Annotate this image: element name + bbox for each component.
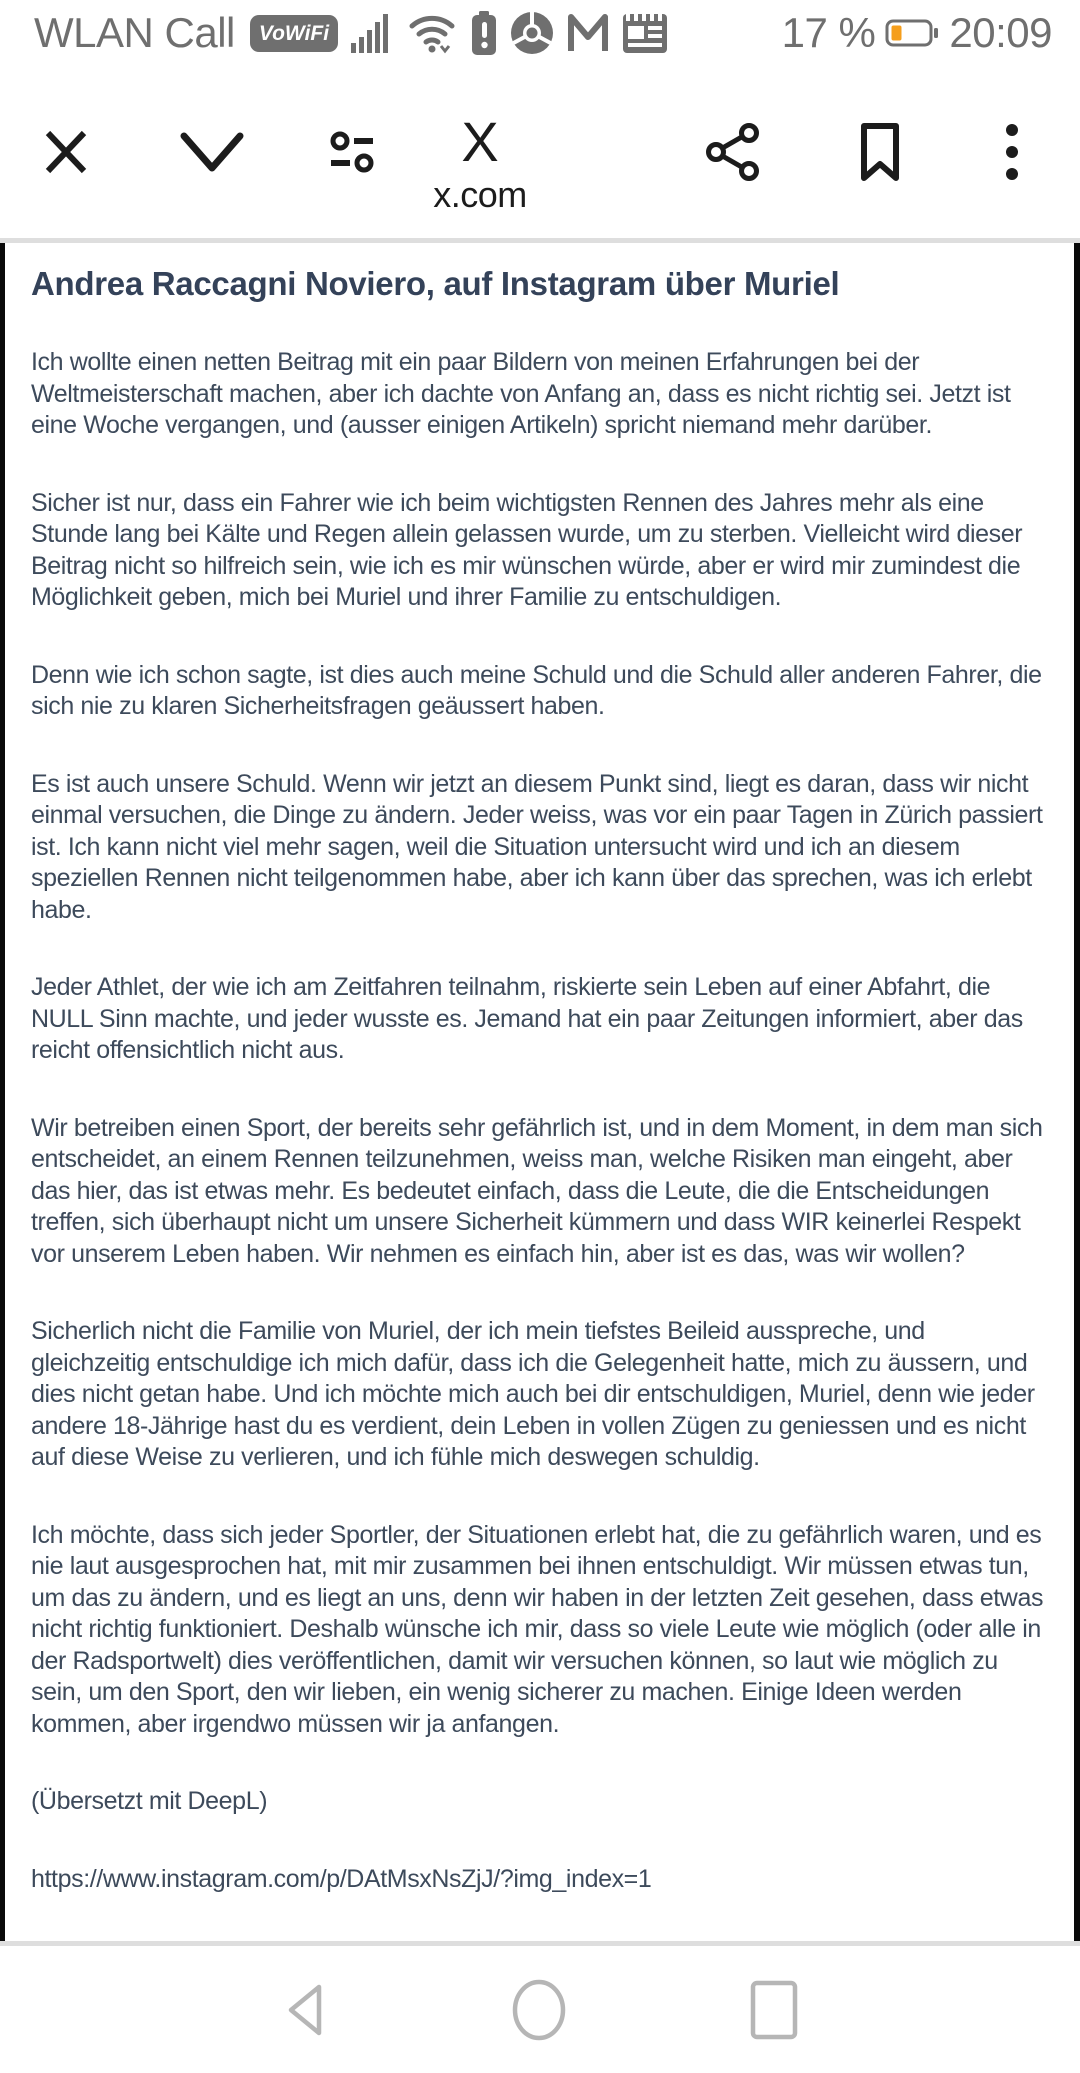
news-icon (622, 12, 668, 54)
chrome-icon (510, 11, 554, 55)
tune-icon (329, 129, 379, 175)
clock-label: 20:09 (949, 9, 1052, 56)
recents-button[interactable] (749, 1979, 799, 2041)
back-icon (281, 1981, 329, 2039)
article-title: Andrea Raccagni Noviero, auf Instagram über Muriel (31, 265, 840, 302)
status-bar-left (34, 9, 668, 57)
share-icon (706, 123, 760, 181)
reader-page (0, 243, 1080, 1941)
overflow-menu-button[interactable] (990, 66, 1034, 238)
battery-icon (885, 18, 939, 48)
overflow-menu-icon (1005, 123, 1019, 181)
signal-bars-icon (351, 13, 395, 53)
wlan-call-label: WLAN Call (34, 9, 235, 56)
back-button[interactable] (281, 1981, 329, 2039)
recents-icon (749, 1979, 799, 2041)
share-button[interactable] (698, 66, 768, 238)
article-paragraph: Wir betreiben einen Sport, der bereits sehr gefährlich ist, und in dem Moment, in dem man sich entscheidet, an einem Rennen teilzunehmen, weiss man, welche Risiken man eingeht, aber das hier, das ist etwas mehr. Es bedeutet einfach, dass die Leute, die die Entscheidungen treffen, sich überhaupt nicht um unsere Sicherheit kümmern und dass WIR keinerlei Respekt vor unserem Leben haben. Wir nehmen es einfach hin, aber ist es das, was wir wollen? (31, 1113, 1043, 1268)
article-paragraph: Denn wie ich schon sagte, ist dies auch meine Schuld und die Schuld aller anderen Fahrer, die sich nie zu klaren Sicherheitsfragen geäussert haben. (31, 660, 1042, 720)
battery-percent-label: 17 % (781, 9, 876, 56)
article-paragraph: Jeder Athlet, der wie ich am Zeitfahren teilnahm, riskierte sein Leben auf einer Abfahrt, die NULL Sinn machte, und jeder wusste es. Jemand hat ein paar Zeitungen informiert, aber das reicht offensichtlich nicht aus. (31, 973, 1023, 1064)
instagram-link[interactable]: https://www.instagram.com/p/DAtMsxNsZjJ/?img_index=1 (31, 1864, 652, 1893)
x-logo: X (461, 110, 499, 173)
site-button[interactable] (400, 66, 560, 238)
article-paragraph: Sicherlich nicht die Familie von Muriel, der ich mein tiefstes Beileid ausspreche, und gleichzeitig entschuldige ich mich dafür, dass ich die Gelegenheit hatte, mich zu äussern, und dies nicht getan habe. Und ich möchte mich auch bei dir entschuldigen, Muriel, denn wie jeder andere 18-Jährige hast du es verdient, dein Leben in vollen Zügen zu geniessen und es nicht auf diese Weise zu verlieren, und ich fühle mich deswegen schuldig. (31, 1317, 1035, 1471)
article-paragraph: Ich wollte einen netten Beitrag mit ein paar Bildern von meinen Erfahrungen bei der Weltmeisterschaft machen, aber ich dachte von Anfang an, dass es nicht richtig sei. Jetzt ist eine Woche vergangen, und (ausser einigen Artikeln) spricht niemand mehr darüber. (31, 348, 1011, 439)
article-paragraph: Es ist auch unsere Schuld. Wenn wir jetzt an diesem Punkt sind, liegt es daran, dass wir nicht einmal versuchen, die Dinge zu ändern. Jeder weiss, was vor ein paar Tagen in Zürich passiert ist. Ich kann nicht viel mehr sagen, weil die Situation untersucht wird und ich an diesem speziellen Rennen nicht teilgenommen habe, aber ich kann über das sprechen, was ich erlebt habe. (31, 769, 1043, 924)
close-button[interactable] (36, 66, 96, 238)
battery-alert-icon (471, 11, 497, 55)
display-settings-button[interactable] (322, 66, 386, 238)
translation-note: (Übersetzt mit DeepL) (31, 1787, 268, 1815)
chevron-down-icon (180, 132, 244, 172)
wifi-icon (408, 12, 458, 54)
home-icon (511, 1979, 567, 2041)
status-bar (0, 0, 1080, 66)
bookmark-icon (855, 122, 905, 182)
reader-toolbar (0, 66, 1080, 238)
home-button[interactable] (511, 1979, 567, 2041)
article-paragraph: Ich möchte, dass sich jeder Sportler, der Situationen erlebt hat, die zu gefährlich waren, und es nie laut ausgesprochen hat, mit mir zusammen bei ihnen entschuldigt. Wir müssen etwas tun, um das zu ändern, und es liegt an uns, denn wir haben in der letzten Zeit gesehen, dass etwas nicht richtig funktioniert. Deshalb wünsche ich mir, dass so viele Leute wie möglich (oder alle in der Radsportwelt) dies veröffentlichen, damit wir versuchen können, so laut wie möglich zu sein, um den Sport, den wir lieben, ein wenig sicherer zu machen. Einige Ideen werden kommen, aber irgendwo müssen wir ja anfangen. (31, 1520, 1044, 1738)
status-bar-right (782, 9, 1052, 57)
vowifi-badge: VoWiFi (250, 15, 338, 52)
android-navbar (0, 1946, 1080, 2073)
site-domain-label: x.com (433, 174, 527, 215)
collapse-button[interactable] (176, 66, 248, 238)
bookmark-button[interactable] (848, 66, 912, 238)
article-paragraph: Sicher ist nur, dass ein Fahrer wie ich beim wichtigsten Rennen des Jahres mehr als eine Stunde lang bei Kälte und Regen allein gelassen wurde, um zu sterben. Vielleicht wird dieser Beitrag nicht so hilfreich sein, wie ich es mir wünschen würde, aber er wird mir zumindest die Möglichkeit geben, mich bei Muriel und ihrer Familie zu entschuldigen. (31, 488, 1023, 611)
gmail-icon (567, 13, 609, 53)
close-icon (40, 126, 92, 178)
